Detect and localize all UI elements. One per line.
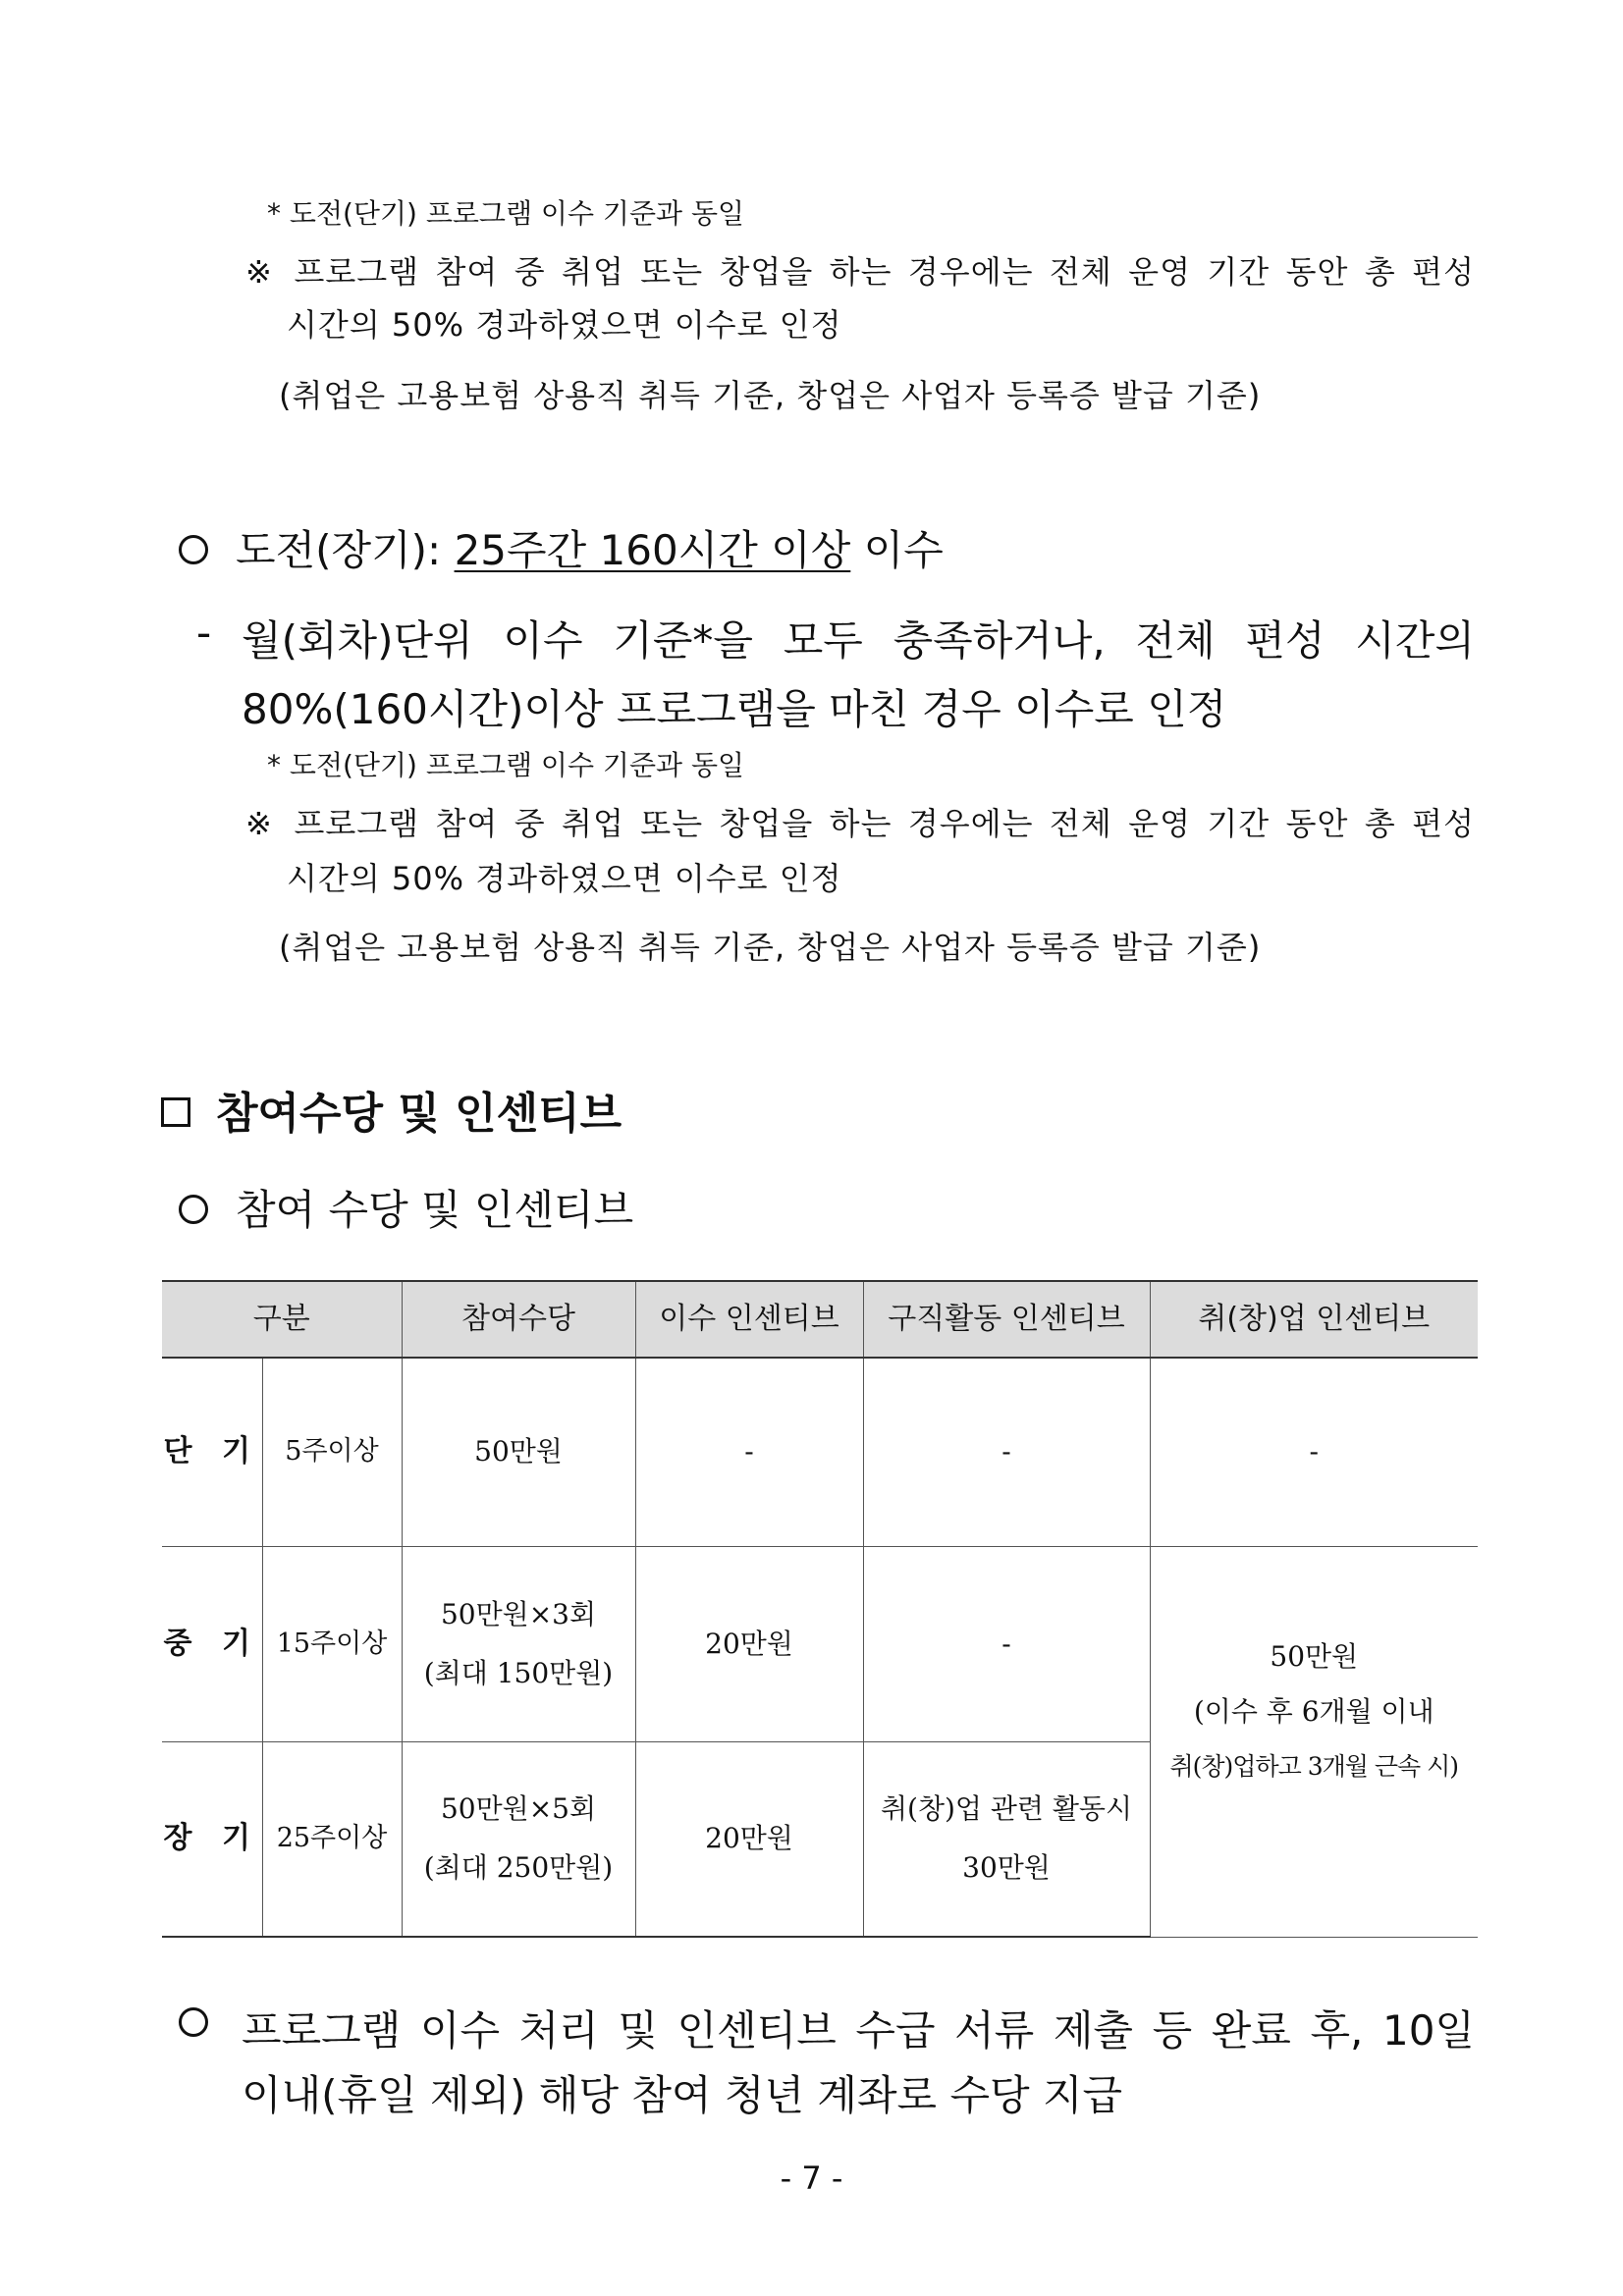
- closing-bullet: [179, 1999, 236, 2047]
- allowance-line-2: (최대 150만원): [423, 1656, 614, 1689]
- note-ref-2-line2: 시간의 50% 경과하였으면 이수로 인정: [287, 860, 842, 897]
- note-star-2: * 도전(단기) 프로그램 이수 기준과 동일: [267, 749, 745, 781]
- note-ref-1-line2: 시간의 50% 경과하였으면 이수로 인정: [287, 306, 842, 344]
- header-employment: 취(창)업 인센티브: [1150, 1281, 1478, 1358]
- row-level: 단 기: [162, 1358, 262, 1546]
- body-line-1: 월(회차)단위 이수 기준*을 모두 충족하거나, 전체 편성 시간의: [242, 616, 1475, 665]
- allowance-line-2: (최대 250만원): [423, 1851, 614, 1885]
- allowance-line-1: 50만원×3회: [440, 1597, 597, 1630]
- heading-suffix: 이수: [850, 526, 944, 574]
- header-category: 구분: [162, 1281, 402, 1358]
- note-paren-1: (취업은 고용보험 상용직 취득 기준, 창업은 사업자 등록증 발급 기준): [279, 377, 1262, 414]
- page-number: - 7 -: [780, 2160, 843, 2197]
- closing-line-2: 이내(휴일 제외) 해당 참여 청년 계좌로 수당 지급: [242, 2071, 1123, 2119]
- employment-merged: [1150, 1546, 1478, 1937]
- circle-bullet-icon: [179, 535, 208, 564]
- row-completion: -: [635, 1358, 863, 1546]
- row-allowance: [402, 1546, 635, 1741]
- square-bullet-icon: [161, 1097, 190, 1127]
- row-employment: -: [1150, 1358, 1478, 1546]
- row-allowance: 50만원: [402, 1358, 635, 1546]
- section-title-allowance: [161, 1078, 622, 1141]
- employment-line-2: (이수 후 6개월 이내: [1193, 1695, 1434, 1728]
- note-ref-1-line1: ※ 프로그램 참여 중 취업 또는 창업을 하는 경우에는 전체 운영 기간 동안 총 편성: [245, 253, 1475, 291]
- employment-line-3: 취(창)업하고 3개월 근속 시): [1169, 1752, 1458, 1781]
- jobsearch-line-1: 취(창)업 관련 활동시: [880, 1792, 1133, 1826]
- heading-underlined: 25주간 160시간 이상: [454, 526, 851, 574]
- body-line-2: 80%(160시간)이상 프로그램을 마친 경우 이수로 인정: [242, 685, 1227, 733]
- circle-bullet-icon: [179, 1195, 208, 1224]
- incentive-table: [162, 1280, 1478, 1938]
- row-allowance: [402, 1741, 635, 1937]
- row-level: 장 기: [162, 1741, 262, 1937]
- row-jobsearch: -: [863, 1546, 1150, 1741]
- header-jobsearch: 구직활동 인센티브: [863, 1281, 1150, 1358]
- closing-line-1: 프로그램 이수 처리 및 인센티브 수급 서류 제출 등 완료 후, 10일: [242, 2006, 1475, 2055]
- note-paren-2: (취업은 고용보험 상용직 취득 기준, 창업은 사업자 등록증 발급 기준): [279, 929, 1262, 966]
- heading-prefix: 도전(장기):: [236, 526, 455, 574]
- row-jobsearch: [863, 1741, 1150, 1937]
- row-jobsearch: -: [863, 1358, 1150, 1546]
- jobsearch-line-2: 30만원: [962, 1851, 1051, 1885]
- header-allowance: 참여수당: [402, 1281, 635, 1358]
- row-completion: 20만원: [635, 1546, 863, 1741]
- row-completion: 20만원: [635, 1741, 863, 1937]
- section-heading-long-term: [179, 518, 944, 577]
- dash-bullet: -: [196, 609, 212, 657]
- row-level: 중 기: [162, 1546, 262, 1741]
- table-header-row: [162, 1281, 1478, 1358]
- subheading-text: 참여 수당 및 인센티브: [236, 1186, 634, 1234]
- table-row: [162, 1546, 1478, 1741]
- note-star-1: * 도전(단기) 프로그램 이수 기준과 동일: [267, 197, 745, 230]
- row-weeks: 15주이상: [262, 1546, 402, 1741]
- header-completion: 이수 인센티브: [635, 1281, 863, 1358]
- employment-line-1: 50만원: [1270, 1640, 1359, 1673]
- row-weeks: 5주이상: [262, 1358, 402, 1546]
- circle-bullet-icon: [179, 2007, 208, 2037]
- subheading-allowance: [179, 1178, 633, 1237]
- allowance-line-1: 50만원×5회: [440, 1792, 597, 1826]
- note-ref-2-line1: ※ 프로그램 참여 중 취업 또는 창업을 하는 경우에는 전체 운영 기간 동안 총 편성: [245, 805, 1475, 842]
- row-weeks: 25주이상: [262, 1741, 402, 1937]
- table-row: [162, 1358, 1478, 1546]
- section-title-text: 참여수당 및 인센티브: [216, 1089, 622, 1139]
